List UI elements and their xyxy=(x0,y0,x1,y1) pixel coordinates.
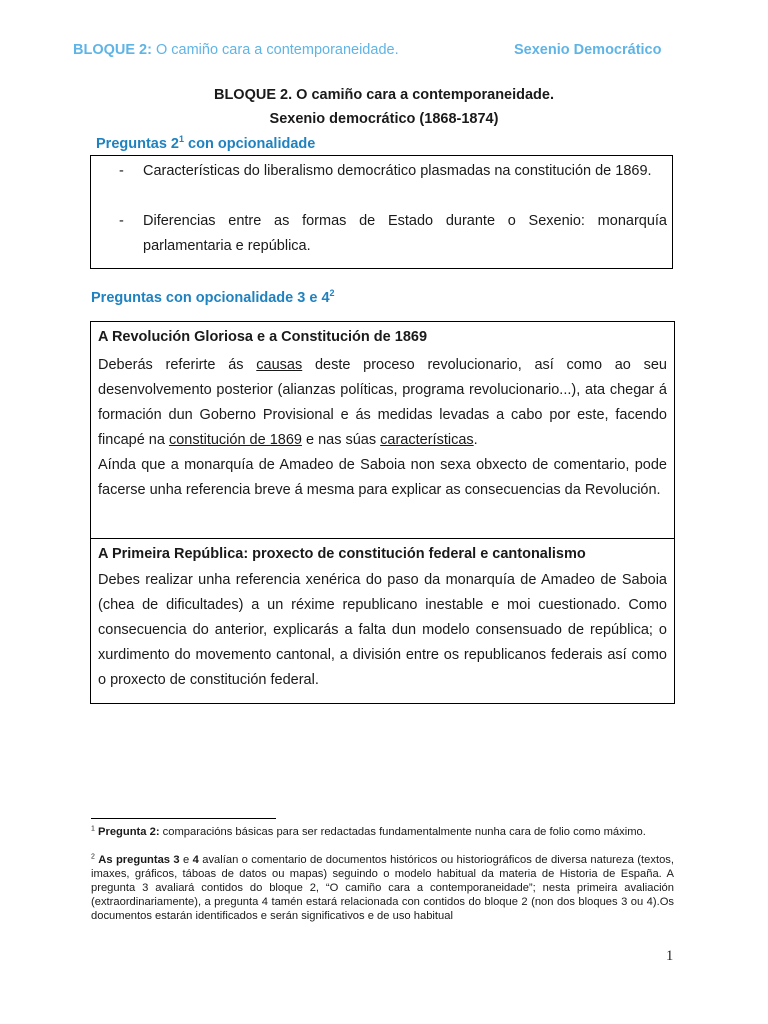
footnote-ref-1: 1 xyxy=(179,134,185,145)
document-title: BLOQUE 2. O camiño cara a contemporaneidade. xyxy=(213,87,555,103)
topics-box xyxy=(90,321,675,704)
footnote-number: 1 xyxy=(91,825,95,833)
section-heading-text: Preguntas con opcionalidade 3 e 4 xyxy=(91,290,330,306)
topic-heading-primeira-republica: A Primeira República: proxecto de constitución federal e cantonalismo xyxy=(98,546,586,562)
box-divider xyxy=(91,538,674,539)
footnote-ref-2: 2 xyxy=(329,288,335,299)
footnote-text: avalían o comentario de documentos históricos ou historiográficos de diversa natureza (textos, imaxes, gráficos, táboas de datos ou mapas) seguindo o modelo habitual da materia de Historia de España. A pregunta 3 avaliará contidos do bloque 2, “O camiño cara a contemporaneidade”; nesta primeira avaliación (extraordinariamente), a pregunta 4 tamén estará relacionada con contidos do bloque 2 (non dos bloques 3 ou 4).Os documentos estarán identificados e serán significativos e de uso habitual xyxy=(91,854,674,922)
footnote-separator xyxy=(91,818,276,819)
footnote-text: comparacións básicas para ser redactadas fundamentalmente nunha cara de folio como máximo. xyxy=(159,826,646,838)
footnote-text: e xyxy=(179,854,193,866)
footnote-bold: As preguntas xyxy=(98,854,171,866)
document-subtitle: Sexenio democrático (1868-1874) xyxy=(269,111,499,127)
footnote-2 xyxy=(91,853,674,923)
paragraph-text: e nas súas xyxy=(301,432,381,448)
bullet-dash: - xyxy=(119,163,124,179)
footnote-bold: Pregunta 2: xyxy=(98,826,160,838)
section-heading-preguntas-2 xyxy=(96,136,315,152)
list-item-text: Características do liberalismo democrático plasmadas na constitución de 1869. xyxy=(143,163,652,179)
page-number: 1 xyxy=(666,948,674,964)
header-bloque-title: O camiño cara a contemporaneidade. xyxy=(151,42,399,58)
topic-paragraph: Debes realizar unha referencia xenérica do paso da monarquía de Amadeo de Saboia (chea de dificultades) a un réxime republicano inestable e moi cuestionado. Como consecuencia do anterior, explicarás a falta dun modelo consensuado de república; o xurdimento do movemento cantonal, a división entre os republicanos federais así como o proxecto de constitución federal. xyxy=(98,572,667,688)
paragraph-text: . xyxy=(473,432,478,448)
running-header-left xyxy=(73,42,399,58)
footnote-bold: 3 xyxy=(173,854,180,866)
footnote-number: 2 xyxy=(91,853,95,861)
section-heading-preguntas-3-4 xyxy=(91,290,335,306)
section-heading-text-rest: con opcionalidade xyxy=(184,136,316,152)
topic-heading-revolucion-gloriosa: A Revolución Gloriosa e a Constitución de 1869 xyxy=(98,329,428,345)
paragraph-text: Deberás referirte ás xyxy=(98,357,257,373)
bullet-dash: - xyxy=(119,213,124,229)
footnote-bold: 4 xyxy=(192,854,199,866)
section-heading-text: Preguntas 2 xyxy=(96,136,179,152)
topic-paragraph: Aínda que a monarquía de Amadeo de Saboia non sexa obxecto de comentario, pode facerse unha referencia breve á mesma para explicar as consecuencias da Revolución. xyxy=(98,457,667,498)
underlined-term-caracteristicas: características xyxy=(380,432,474,448)
running-header-right: Sexenio Democrático xyxy=(514,42,662,58)
questions-box xyxy=(90,155,673,269)
underlined-term-constitucion: constitución de 1869 xyxy=(168,432,302,448)
underlined-term-causas: causas xyxy=(256,357,303,373)
paragraph-text: deste proceso revolucionario, así como ao seu desenvolvemento posterior (alianzas políticas, programa revolucionario...), ata chegar á formación dun Goberno Provisional e ás medidas levadas a cabo por este, facendo fincapé na xyxy=(98,357,667,448)
list-item-text: Diferencias entre as formas de Estado durante o Sexenio: monarquía parlamentaria e república. xyxy=(143,213,667,254)
footnote-1 xyxy=(91,825,674,839)
topic-paragraph xyxy=(98,353,667,453)
header-bloque-label: BLOQUE 2: xyxy=(73,42,152,58)
